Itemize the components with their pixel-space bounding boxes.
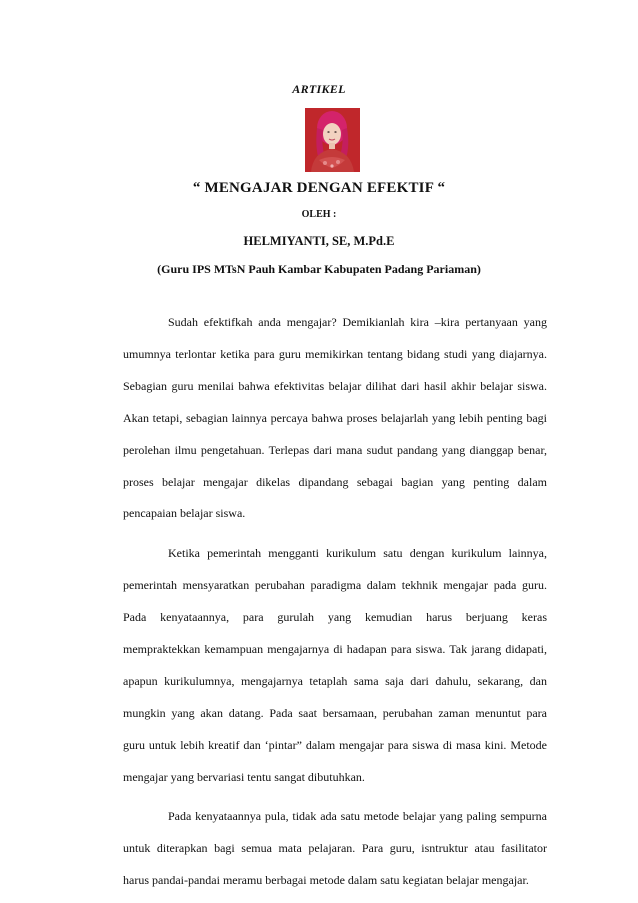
paragraph-3-line-1: Pada kenyataannya pula, tidak ada satu metode belajar yang paling sempurna bbox=[168, 809, 547, 823]
paragraph-2-line-7: guru untuk lebih kreatif dan ‘pintar” dalam mengajar para siswa di masa kini. Metode bbox=[123, 738, 547, 752]
paragraph-1-line-4: Akan tetapi, sebagian lainnya percaya bahwa proses belajarlah yang lebih penting bagi bbox=[123, 411, 547, 425]
paragraph-1-line-7: pencapaian belajar siswa. bbox=[123, 506, 246, 520]
paragraph-2-line-1: Ketika pemerintah mengganti kurikulum satu dengan kurikulum lainnya, bbox=[168, 546, 547, 560]
paragraph-3-line-3: harus pandai-pandai meramu berbagai metode dalam satu kegiatan belajar mengajar. bbox=[123, 873, 529, 887]
article-label: ARTIKEL bbox=[292, 82, 346, 96]
paragraph-2-line-2: pemerintah mensyaratkan perubahan paradigma dalam tekhnik mengajar pada guru. bbox=[123, 578, 547, 592]
byline-label: OLEH : bbox=[301, 209, 337, 220]
article-title: “ MENGAJAR DENGAN EFEKTIF “ bbox=[192, 180, 446, 196]
author-photo bbox=[305, 108, 360, 172]
paragraph-3-line-2: untuk diterapkan bagi semua mata pelajaran. Para guru, isntruktur atau fasilitator bbox=[123, 841, 547, 855]
paragraph-1-line-5: perolehan ilmu pengetahuan. Terlepas dari mana sudut pandang yang dianggap benar, bbox=[123, 443, 547, 457]
paragraph-1-line-2: umumnya terlontar ketika para guru memikirkan tentang bidang studi yang diajarnya. bbox=[123, 347, 547, 361]
author-affiliation: (Guru IPS MTsN Pauh Kambar Kabupaten Padang Pariaman) bbox=[157, 262, 481, 276]
paragraph-2-line-5: apapun kurikulumnya, mengajarnya tetaplah sama saja dari dahulu, sekarang, dan bbox=[123, 674, 547, 688]
paragraph-2-line-8: mengajar yang bervariasi tentu sangat dibutuhkan. bbox=[123, 770, 365, 784]
paragraph-1-line-1: Sudah efektifkah anda mengajar? Demikianlah kira –kira pertanyaan yang bbox=[168, 315, 547, 329]
paragraph-2-line-4: mempraktekkan kemampuan mengajarnya di hadapan para siswa. Tak jarang didapati, bbox=[123, 642, 547, 656]
paragraph-1-line-3: Sebagian guru menilai bahwa efektivitas belajar dilihat dari hasil akhir belajar siswa. bbox=[123, 379, 547, 393]
paragraph-2-line-6: mungkin yang akan datang. Pada saat bersamaan, perubahan zaman menuntut para bbox=[123, 706, 547, 720]
paragraph-1-line-6: proses belajar mengajar dikelas dipandang sebagai bagian yang penting dalam bbox=[123, 475, 547, 489]
author-name: HELMIYANTI, SE, M.Pd.E bbox=[243, 234, 395, 248]
paragraph-2-line-3: Pada kenyataannya, para gurulah yang kemudian harus berjuang keras bbox=[123, 610, 547, 624]
author-portrait-image bbox=[305, 108, 360, 172]
